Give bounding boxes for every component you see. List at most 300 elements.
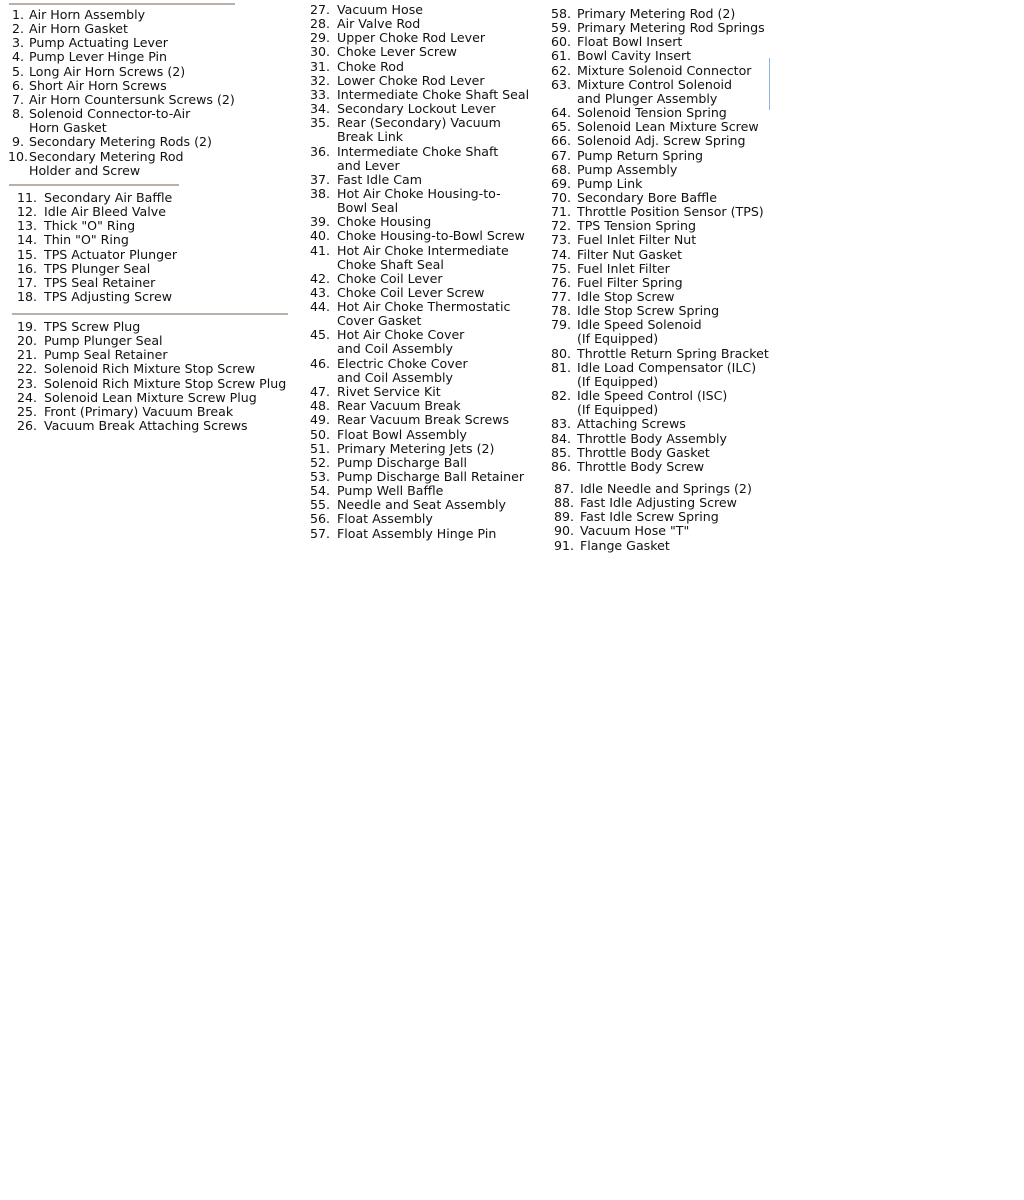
parts-list-item xyxy=(8,50,167,64)
item-description xyxy=(337,45,457,59)
item-number: 90. xyxy=(553,523,574,539)
item-description-line: Long Air Horn Screws (2) xyxy=(29,63,186,79)
item-description xyxy=(337,116,501,144)
parts-list-item xyxy=(8,36,168,50)
item-description xyxy=(337,215,431,229)
item-description xyxy=(577,106,727,120)
parts-list-item xyxy=(8,107,190,135)
item-number: 77. xyxy=(550,289,571,304)
item-number: 39. xyxy=(309,214,330,230)
parts-list-item xyxy=(548,417,686,431)
item-description-line: Idle Stop Screw Spring xyxy=(577,303,720,319)
item-description-line: (If Equipped) xyxy=(577,331,659,347)
item-number: 54. xyxy=(309,483,330,499)
item-description xyxy=(29,36,168,50)
parts-list-item xyxy=(548,49,691,63)
item-description xyxy=(337,60,404,74)
item-description-line: Mixture Solenoid Connector xyxy=(577,62,752,78)
item-description xyxy=(337,88,529,102)
item-description-line: Pump Assembly xyxy=(577,161,678,177)
parts-list-item xyxy=(548,78,732,106)
parts-list-item xyxy=(16,320,140,334)
item-description-line: Rear Vacuum Break Screws xyxy=(337,412,510,428)
item-description-line: TPS Actuator Plunger xyxy=(44,246,178,262)
item-number: 45. xyxy=(309,327,330,343)
item-number: 65. xyxy=(550,119,571,135)
parts-list-item xyxy=(309,328,464,356)
item-description xyxy=(577,290,674,304)
item-number: 71. xyxy=(550,204,571,220)
item-description xyxy=(29,150,184,178)
item-description-line: Mixture Control Solenoid xyxy=(577,76,733,92)
item-description-line: Secondary Metering Rod xyxy=(29,148,184,164)
item-description-line: Lower Choke Rod Lever xyxy=(337,72,485,88)
item-description-line: Idle Stop Screw xyxy=(577,289,675,304)
item-description-line: Throttle Body Assembly xyxy=(577,430,727,446)
parts-list-item xyxy=(309,286,484,300)
item-description-line: Pump Well Baffle xyxy=(337,483,444,499)
item-description xyxy=(44,320,140,334)
parts-list-item xyxy=(548,64,751,78)
parts-list-item xyxy=(8,65,185,79)
item-description-line: Idle Load Compensator (ILC) xyxy=(577,359,757,375)
edge-line xyxy=(769,58,770,110)
item-description-line: Idle Air Bleed Valve xyxy=(44,204,166,220)
item-description-line: Choke Lever Screw xyxy=(337,44,457,60)
item-description xyxy=(29,8,145,22)
parts-list-item xyxy=(551,496,737,510)
item-description-line: Throttle Position Sensor (TPS) xyxy=(577,204,764,220)
item-description-line: Choke Rod xyxy=(337,58,404,74)
parts-list-item xyxy=(548,318,702,346)
item-number: 9. xyxy=(11,134,24,150)
item-description-line: Thin "O" Ring xyxy=(44,232,129,248)
item-description-line: Float Bowl Assembly xyxy=(337,426,467,442)
item-number: 23. xyxy=(16,375,37,391)
item-number: 12. xyxy=(16,204,37,220)
parts-list-item xyxy=(309,60,404,74)
item-number: 59. xyxy=(550,20,571,36)
item-number: 16. xyxy=(16,260,37,276)
item-number: 46. xyxy=(309,355,330,371)
item-description-line: Vacuum Hose xyxy=(337,2,423,17)
item-description-line: Intermediate Choke Shaft xyxy=(337,143,499,159)
parts-list-item xyxy=(551,482,752,496)
item-description-line: Hot Air Choke Thermostatic xyxy=(337,299,511,315)
parts-list-item xyxy=(309,45,457,59)
item-number: 28. xyxy=(309,16,330,32)
parts-list-item xyxy=(16,191,172,205)
item-description-line: Secondary Bore Baffle xyxy=(577,189,717,205)
parts-list-item xyxy=(309,498,506,512)
item-description xyxy=(44,405,233,419)
parts-list-item xyxy=(309,215,431,229)
item-description xyxy=(337,74,485,88)
item-description-line: Idle Speed Solenoid xyxy=(577,317,702,333)
parts-list-item xyxy=(309,102,496,116)
item-number: 57. xyxy=(309,525,330,541)
item-number: 40. xyxy=(309,228,330,244)
item-number: 3. xyxy=(11,35,24,51)
parts-list-item xyxy=(548,120,759,134)
item-description-line: Air Horn Assembly xyxy=(29,7,146,22)
item-number: 61. xyxy=(550,48,571,64)
item-number: 8. xyxy=(11,106,24,122)
parts-list-item xyxy=(548,347,769,361)
parts-list-item xyxy=(309,413,509,427)
item-description xyxy=(337,31,485,45)
item-number: 88. xyxy=(553,495,574,511)
item-description-line: Fast Idle Adjusting Screw xyxy=(580,495,737,511)
item-number: 49. xyxy=(309,412,330,428)
item-description-line: Choke Housing xyxy=(337,214,432,230)
parts-list-item xyxy=(16,362,255,376)
item-description-line: Rear Vacuum Break xyxy=(337,398,461,414)
item-description-line: Choke Coil Lever Screw xyxy=(337,285,485,300)
parts-list-item xyxy=(548,361,756,389)
item-number: 4. xyxy=(11,49,24,65)
item-description-line: Filter Nut Gasket xyxy=(577,246,683,262)
item-description-line: Solenoid Rich Mixture Stop Screw Plug xyxy=(44,375,287,391)
item-description-line: Air Valve Rod xyxy=(337,16,421,32)
item-number: 83. xyxy=(550,416,571,432)
item-description xyxy=(337,328,464,356)
section-divider-1 xyxy=(9,184,179,186)
item-description-line: Thick "O" Ring xyxy=(44,218,136,234)
parts-list-item xyxy=(16,276,155,290)
item-description-line: Solenoid Lean Mixture Screw Plug xyxy=(44,389,257,405)
item-description xyxy=(337,428,467,442)
parts-list-item xyxy=(309,31,485,45)
item-description xyxy=(577,417,686,431)
parts-list-item xyxy=(309,300,510,328)
item-description xyxy=(577,35,682,49)
item-description xyxy=(44,290,172,304)
parts-list-item xyxy=(548,460,704,474)
parts-list-item xyxy=(16,405,233,419)
item-number: 70. xyxy=(550,189,571,205)
parts-list-item xyxy=(16,419,248,433)
item-number: 30. xyxy=(309,44,330,60)
item-number: 38. xyxy=(309,185,330,201)
parts-list-item xyxy=(309,456,467,470)
item-description-line: Front (Primary) Vacuum Break xyxy=(44,403,234,419)
item-description xyxy=(577,389,727,417)
parts-list-item xyxy=(548,205,764,219)
item-description-line: Air Horn Countersunk Screws (2) xyxy=(29,91,235,107)
parts-list-item xyxy=(548,276,683,290)
item-description-line: Break Link xyxy=(337,129,404,145)
item-number: 14. xyxy=(16,232,37,248)
item-number: 17. xyxy=(16,274,37,290)
item-number: 69. xyxy=(550,175,571,191)
item-description-line: Secondary Lockout Lever xyxy=(337,101,496,117)
item-description xyxy=(580,524,689,538)
parts-list-item xyxy=(548,106,727,120)
item-description xyxy=(337,244,509,272)
item-description xyxy=(577,134,746,148)
item-description-line: Flange Gasket xyxy=(580,537,670,553)
item-description xyxy=(44,348,168,362)
parts-list-item xyxy=(548,35,682,49)
parts-list-item xyxy=(309,187,501,215)
item-description-line: Vacuum Hose "T" xyxy=(580,523,690,539)
item-description xyxy=(580,496,737,510)
item-number: 42. xyxy=(309,270,330,286)
parts-list-item xyxy=(548,233,696,247)
item-description-line: Throttle Body Gasket xyxy=(577,444,710,460)
item-description-line: Holder and Screw xyxy=(29,162,141,178)
item-description xyxy=(337,498,506,512)
parts-list-item xyxy=(8,93,235,107)
parts-list-item xyxy=(548,134,746,148)
item-description xyxy=(29,107,190,135)
item-number: 2. xyxy=(11,21,24,37)
item-description-line: Fuel Inlet Filter Nut xyxy=(577,232,697,248)
item-description-line: Pump Lever Hinge Pin xyxy=(29,49,168,65)
item-description xyxy=(44,419,248,433)
item-description-line: TPS Screw Plug xyxy=(44,319,141,334)
item-number: 35. xyxy=(309,115,330,131)
section-divider-2 xyxy=(12,313,288,315)
item-number: 64. xyxy=(550,105,571,121)
parts-list-item xyxy=(548,389,727,417)
item-number: 89. xyxy=(553,509,574,525)
parts-list-item xyxy=(309,385,441,399)
item-number: 15. xyxy=(16,246,37,262)
item-description-line: Float Assembly Hinge Pin xyxy=(337,525,497,541)
parts-list-item xyxy=(16,262,150,276)
item-number: 31. xyxy=(309,58,330,74)
item-number: 27. xyxy=(309,2,330,17)
parts-list-item xyxy=(309,484,443,498)
item-description xyxy=(580,539,670,553)
item-description xyxy=(337,300,510,328)
item-description-line: Solenoid Rich Mixture Stop Screw xyxy=(44,361,256,377)
item-description xyxy=(577,347,769,361)
item-description xyxy=(577,78,732,106)
parts-list-item xyxy=(309,88,529,102)
item-number: 47. xyxy=(309,384,330,400)
item-description-line: TPS Tension Spring xyxy=(577,218,696,234)
item-description xyxy=(577,446,710,460)
parts-list-item xyxy=(548,432,727,446)
parts-list-item xyxy=(309,512,433,526)
item-description xyxy=(337,272,443,286)
item-description-line: Float Bowl Insert xyxy=(577,34,683,50)
item-description xyxy=(337,187,501,215)
item-description-line: Hot Air Choke Intermediate xyxy=(337,242,509,258)
item-description-line: Air Horn Gasket xyxy=(29,21,128,37)
parts-list-item xyxy=(16,205,166,219)
item-number: 63. xyxy=(550,76,571,92)
top-rule xyxy=(9,3,235,5)
parts-list-item xyxy=(309,17,420,31)
item-number: 78. xyxy=(550,303,571,319)
item-description xyxy=(337,413,509,427)
item-number: 5. xyxy=(11,63,24,79)
item-description xyxy=(577,304,719,318)
item-description xyxy=(29,135,212,149)
item-number: 21. xyxy=(16,347,37,363)
parts-list-item xyxy=(309,244,509,272)
parts-list-item xyxy=(551,524,689,538)
item-description-line: Fast Idle Screw Spring xyxy=(580,509,719,525)
item-description xyxy=(29,50,167,64)
parts-list-item xyxy=(16,391,257,405)
item-description xyxy=(337,102,496,116)
item-description-line: Fuel Inlet Filter xyxy=(577,260,670,276)
item-number: 11. xyxy=(16,190,37,205)
item-description xyxy=(29,93,235,107)
item-number: 53. xyxy=(309,468,330,484)
parts-list-item xyxy=(309,527,496,541)
item-description xyxy=(44,205,166,219)
item-description xyxy=(44,377,286,391)
item-description-line: Vacuum Break Attaching Screws xyxy=(44,418,248,434)
item-number: 43. xyxy=(309,285,330,300)
item-description xyxy=(44,391,257,405)
item-description xyxy=(577,205,764,219)
item-number: 84. xyxy=(550,430,571,446)
parts-list-item xyxy=(309,428,467,442)
parts-list-item xyxy=(16,377,286,391)
item-description xyxy=(577,318,702,346)
parts-list-item xyxy=(551,539,670,553)
item-number: 60. xyxy=(550,34,571,50)
item-description-line: Float Assembly xyxy=(337,511,433,527)
item-number: 51. xyxy=(309,440,330,456)
item-number: 73. xyxy=(550,232,571,248)
parts-list-item xyxy=(309,74,485,88)
item-number: 22. xyxy=(16,361,37,377)
parts-list-item xyxy=(548,248,682,262)
item-description xyxy=(577,219,696,233)
item-number: 56. xyxy=(309,511,330,527)
item-number: 81. xyxy=(550,359,571,375)
item-description xyxy=(577,262,670,276)
item-description-line: Needle and Seat Assembly xyxy=(337,497,506,513)
parts-list-item xyxy=(8,8,145,22)
item-description-line: TPS Plunger Seal xyxy=(44,260,151,276)
item-number: 55. xyxy=(309,497,330,513)
item-description-line: Solenoid Connector-to-Air xyxy=(29,106,191,122)
parts-list-item xyxy=(551,510,719,524)
parts-list-item xyxy=(16,248,177,262)
item-description-line: Bowl Seal xyxy=(337,199,399,215)
item-number: 66. xyxy=(550,133,571,149)
item-description-line: Idle Needle and Springs (2) xyxy=(580,481,752,496)
item-description-line: Solenoid Tension Spring xyxy=(577,105,727,121)
parts-list-item xyxy=(309,357,468,385)
item-description-line: Choke Housing-to-Bowl Screw xyxy=(337,228,525,244)
parts-list-item xyxy=(309,470,524,484)
item-number: 76. xyxy=(550,274,571,290)
parts-list-item xyxy=(16,233,129,247)
item-description-line: Primary Metering Jets (2) xyxy=(337,440,495,456)
parts-list-item xyxy=(16,290,172,304)
item-description xyxy=(337,456,467,470)
item-description-line: and Coil Assembly xyxy=(337,369,453,385)
item-description xyxy=(577,460,704,474)
parts-list-item xyxy=(309,229,525,243)
item-description-line: Fuel Filter Spring xyxy=(577,274,683,290)
item-description xyxy=(577,276,683,290)
item-description-line: Fast Idle Cam xyxy=(337,171,423,187)
item-number: 1. xyxy=(11,7,24,22)
item-description-line: Pump Actuating Lever xyxy=(29,35,168,51)
item-description-line: Primary Metering Rod Springs xyxy=(577,20,765,36)
item-description-line: Choke Coil Lever xyxy=(337,270,443,286)
item-description xyxy=(577,233,696,247)
item-description-line: TPS Adjusting Screw xyxy=(44,289,172,305)
item-description xyxy=(577,64,751,78)
item-number: 67. xyxy=(550,147,571,163)
parts-list-item xyxy=(8,150,184,178)
item-description-line: Cover Gasket xyxy=(337,313,422,329)
item-description xyxy=(44,334,163,348)
item-description-line: Attaching Screws xyxy=(577,416,686,432)
item-description-line: TPS Seal Retainer xyxy=(44,274,156,290)
item-number: 80. xyxy=(550,345,571,361)
item-number: 20. xyxy=(16,333,37,349)
item-description xyxy=(337,527,496,541)
item-number: 62. xyxy=(550,62,571,78)
parts-list-item xyxy=(16,219,135,233)
item-description-line: Pump Seal Retainer xyxy=(44,347,168,363)
item-description xyxy=(580,482,752,496)
item-description xyxy=(337,17,420,31)
item-description xyxy=(337,442,494,456)
item-number: 58. xyxy=(550,6,571,21)
item-description-line: (If Equipped) xyxy=(577,402,659,418)
item-description-line: Horn Gasket xyxy=(29,120,107,136)
item-description xyxy=(337,512,433,526)
item-description xyxy=(577,7,735,21)
item-description-line: Pump Discharge Ball Retainer xyxy=(337,468,525,484)
item-description xyxy=(44,233,129,247)
parts-list-item xyxy=(8,79,167,93)
item-number: 48. xyxy=(309,398,330,414)
parts-list-item xyxy=(309,173,422,187)
item-number: 68. xyxy=(550,161,571,177)
item-description-line: Secondary Metering Rods (2) xyxy=(29,134,212,150)
item-description xyxy=(577,248,682,262)
item-description-line: Throttle Return Spring Bracket xyxy=(577,345,769,361)
item-description xyxy=(337,385,441,399)
item-description xyxy=(577,120,759,134)
parts-list-item xyxy=(309,272,443,286)
item-number: 82. xyxy=(550,388,571,404)
item-number: 29. xyxy=(309,30,330,46)
item-description xyxy=(44,262,150,276)
item-description-line: Hot Air Choke Cover xyxy=(337,327,465,343)
item-number: 74. xyxy=(550,246,571,262)
item-description xyxy=(44,191,172,205)
item-description xyxy=(577,163,677,177)
item-description xyxy=(337,229,525,243)
item-description xyxy=(577,191,717,205)
item-description xyxy=(577,432,727,446)
item-description xyxy=(580,510,719,524)
item-description xyxy=(44,248,177,262)
parts-list-item xyxy=(309,442,494,456)
parts-list-item xyxy=(548,262,670,276)
item-description xyxy=(44,219,135,233)
item-description-line: Pump Link xyxy=(577,175,643,191)
item-number: 25. xyxy=(16,403,37,419)
item-description xyxy=(337,173,422,187)
